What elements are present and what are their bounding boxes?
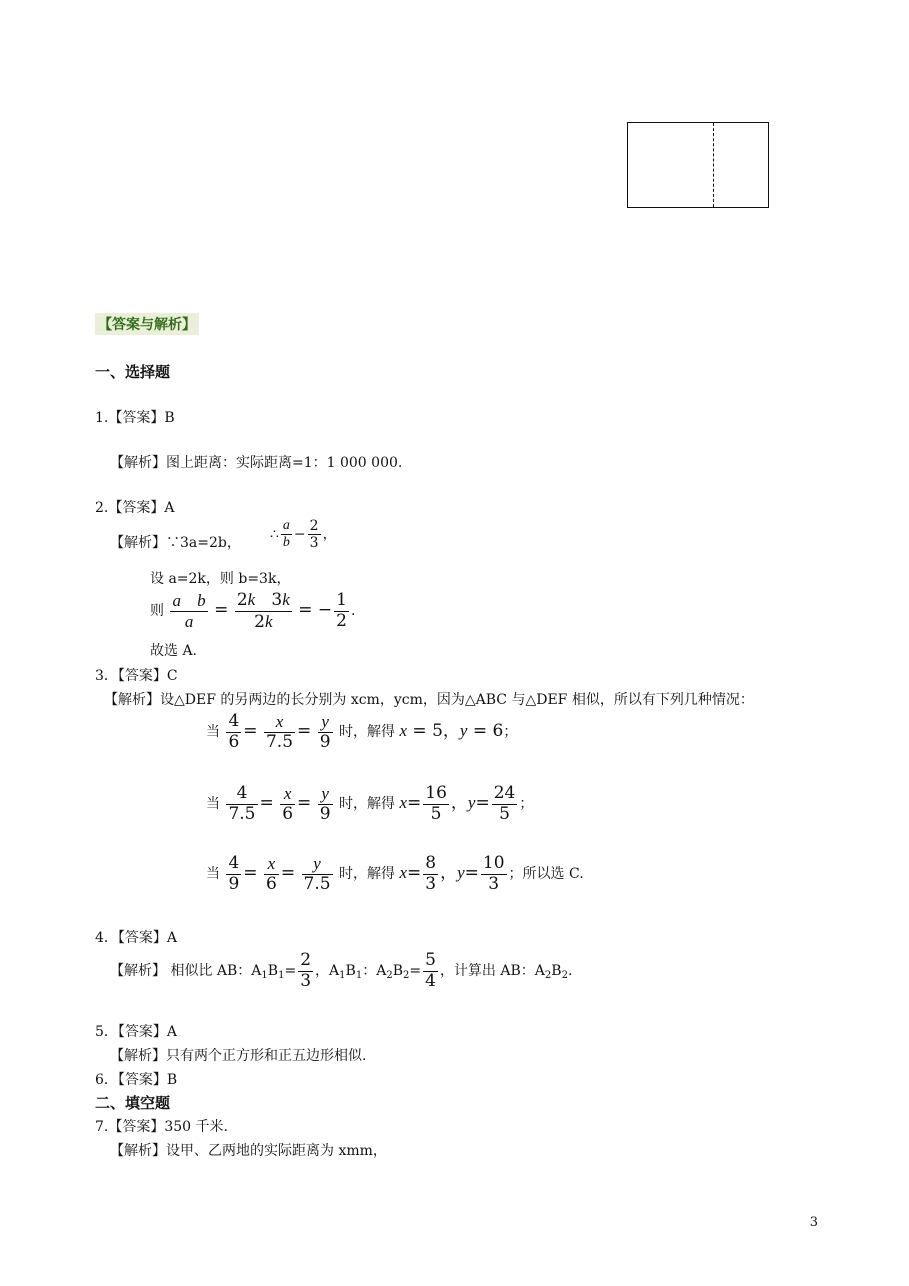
- q3-answer: 3．【答案】C: [95, 668, 178, 684]
- q2-analysis-line4: 故选 A.: [150, 643, 198, 659]
- dashed-line: [713, 123, 714, 207]
- q2-formula-2: 则 $\frac{\text{a b}}{a}$ = $\frac{2k 3k}{2k}$ = − $\frac{1}{2}$ .: [150, 590, 356, 632]
- q2-analysis-line1: 【解析】∵3a=2b，: [110, 535, 241, 551]
- rectangle-figure: [627, 122, 769, 208]
- q2-analysis-line2: 设 a=2k，则 b=3k，: [150, 571, 291, 587]
- q2-answer: 2.【答案】A: [95, 500, 175, 516]
- q1-answer: 1.【答案】B: [95, 410, 175, 426]
- q1-analysis: 【解析】图上距离：实际距离=1：1 000 000.: [110, 455, 403, 471]
- q3-case-1: 当 $\frac{4}{6}$ = $\frac{x}{7.5}$ = $\frac{y}{9}$ 时，解得 x = 5，y = 6；: [206, 711, 518, 752]
- q7-analysis: 【解析】设甲、乙两地的实际距离为 xmm，: [110, 1143, 387, 1159]
- section-title-choice: 一、选择题: [95, 363, 171, 381]
- q3-analysis: 【解析】设△DEF 的另两边的长分别为 xcm，ycm，因为△ABC 与△DEF 相似，所以有下列几种情况：: [104, 692, 754, 708]
- q7-answer: 7.【答案】350 千米.: [95, 1119, 228, 1135]
- q3-case-3: 当 $\frac{4}{9}$ = $\frac{x}{6}$ = $\frac{y}{7.5}$ 时，解得 x= $\frac{8}{3}$ ，y= $\frac{10}{3}$ ；所以选 C.: [206, 853, 584, 894]
- section-title-fill: 二、填空题: [95, 1094, 171, 1112]
- q2-then: 则: [150, 603, 164, 620]
- q6-answer: 6．【答案】B: [95, 1072, 178, 1088]
- q5-analysis: 【解析】只有两个正方形和正五边形相似.: [110, 1048, 367, 1064]
- answer-section-badge: 【答案与解析】: [95, 313, 199, 335]
- q4-analysis: 【解析】 相似比 AB：$A_1B_1=$ $\frac{2}{3}$ ，$A_1B_1$：$A_2B_2=$ $\frac{5}{4}$ ，计算出 AB：$A_2B_2$.: [110, 950, 573, 991]
- q3-case-2: 当 $\frac{4}{7.5}$ = $\frac{x}{6}$ = $\frac{y}{9}$ 时，解得 x= $\frac{16}{5}$ ，y= $\frac{24}{5}$ ；: [206, 783, 534, 824]
- q2-formula-1: ∴ $\frac{a}{b}$ − $\frac{2}{3}$ ，: [270, 518, 337, 552]
- page-number: 3: [809, 1215, 818, 1230]
- q5-answer: 5．【答案】A: [95, 1024, 178, 1040]
- q4-answer: 4．【答案】A: [95, 930, 178, 946]
